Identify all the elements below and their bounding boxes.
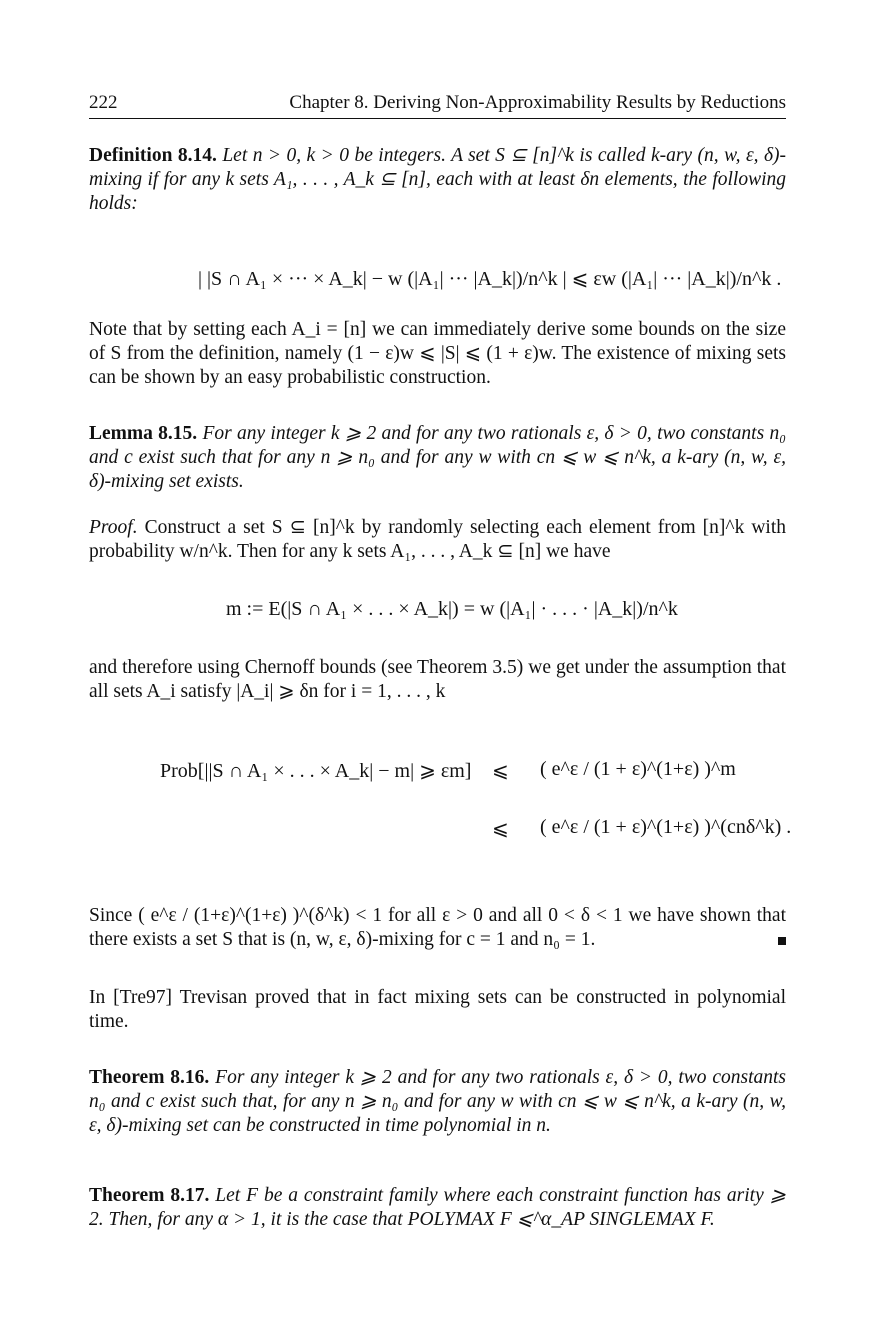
- trevisan-paragraph: In [Tre97] Trevisan proved that in fact mixing sets can be constructed in polynomial time.: [89, 987, 786, 1032]
- proof-text: Construct a set S ⊆ [n]^k by randomly selecting each element from [n]^k with probability w/n^k. Then for any k sets A₁, . . . , A_k ⊆ [n] we have: [89, 517, 787, 562]
- probability-lhs: Prob[||S ∩ A₁ × . . . × A_k| − m| ⩾ εm]: [160, 760, 472, 782]
- proof-paragraph: [89, 516, 786, 564]
- definition-8-14: [89, 144, 786, 216]
- since-text: Since ( e^ε / (1+ε)^(1+ε) )^(δ^k) < 1 for all ε > 0 and all 0 < δ < 1 we have shown that there exists a set S that is (n, w, ε, δ)-mixing for c = 1 and n₀ = 1.: [89, 905, 786, 950]
- page-number: 222: [89, 92, 118, 113]
- running-header: [89, 92, 786, 119]
- definition-text: Let n > 0, k > 0 be integers. A set S ⊆ [n]^k is called k-ary (n, w, ε, δ)-mixing if for any k sets A₁, . . . , A_k ⊆ [n], each with at least δn elements, the following holds:: [89, 145, 787, 214]
- lemma-label: Lemma 8.15.: [89, 423, 198, 444]
- relation-2: ⩽: [492, 818, 509, 840]
- lemma-8-15: [89, 422, 786, 494]
- bound-2: ( e^ε / (1 + ε)^(1+ε) )^(cnδ^k) .: [540, 816, 792, 838]
- theorem-16-text: For any integer k ⩾ 2 and for any two rationals ε, δ > 0, two constants n₀ and c exist such that, for any n ⩾ n₀ and for any w with cn ⩽ w ⩽ n^k, a k-ary (n, w, ε, δ)-mixing set can be constructed in time polynomial in n.: [89, 1067, 786, 1136]
- mixing-inequality: | |S ∩ A₁ × ··· × A_k| − w (|A₁| ··· |A_k|)/n^k | ⩽ εw (|A₁| ··· |A_k|)/n^k .: [198, 268, 782, 290]
- expectation-equation: m := E(|S ∩ A₁ × . . . × A_k|) = w (|A₁| · . . . · |A_k|)/n^k: [226, 598, 678, 620]
- bound-1: ( e^ε / (1 + ε)^(1+ε) )^m: [540, 758, 736, 780]
- relation-1: ⩽: [492, 760, 509, 782]
- proof-label: Proof.: [89, 517, 138, 538]
- theorem-8-16: [89, 1066, 786, 1138]
- theorem-16-label: Theorem 8.16.: [89, 1067, 210, 1088]
- theorem-17-text: Let F be a constraint family where each constraint function has arity ⩾ 2. Then, for any α > 1, it is the case that POLYMAX F ⩽^α_AP SINGLEMAX F.: [89, 1185, 787, 1230]
- note-paragraph: Note that by setting each A_i = [n] we can immediately derive some bounds on the size of S from the definition, namely (1 − ε)w ⩽ |S| ⩽ (1 + ε)w. The existence of mixing sets can be shown by an easy probabilistic construction.: [89, 319, 786, 388]
- lemma-text: For any integer k ⩾ 2 and for any two rationals ε, δ > 0, two constants n₀ and c exist such that for any n ⩾ n₀ and for any w with cn ⩽ w ⩽ n^k, a k-ary (n, w, ε, δ)-mixing set exists.: [89, 423, 786, 492]
- chapter-title: Chapter 8. Deriving Non-Approximability Results by Reductions: [289, 92, 786, 113]
- theorem-17-label: Theorem 8.17.: [89, 1185, 210, 1206]
- chernoff-paragraph: and therefore using Chernoff bounds (see Theorem 3.5) we get under the assumption that all sets A_i satisfy |A_i| ⩾ δn for i = 1, . . . , k: [89, 657, 786, 702]
- qed-square-icon: [778, 937, 786, 945]
- theorem-8-17: [89, 1184, 786, 1232]
- since-paragraph: [89, 904, 786, 952]
- definition-label: Definition 8.14.: [89, 145, 217, 166]
